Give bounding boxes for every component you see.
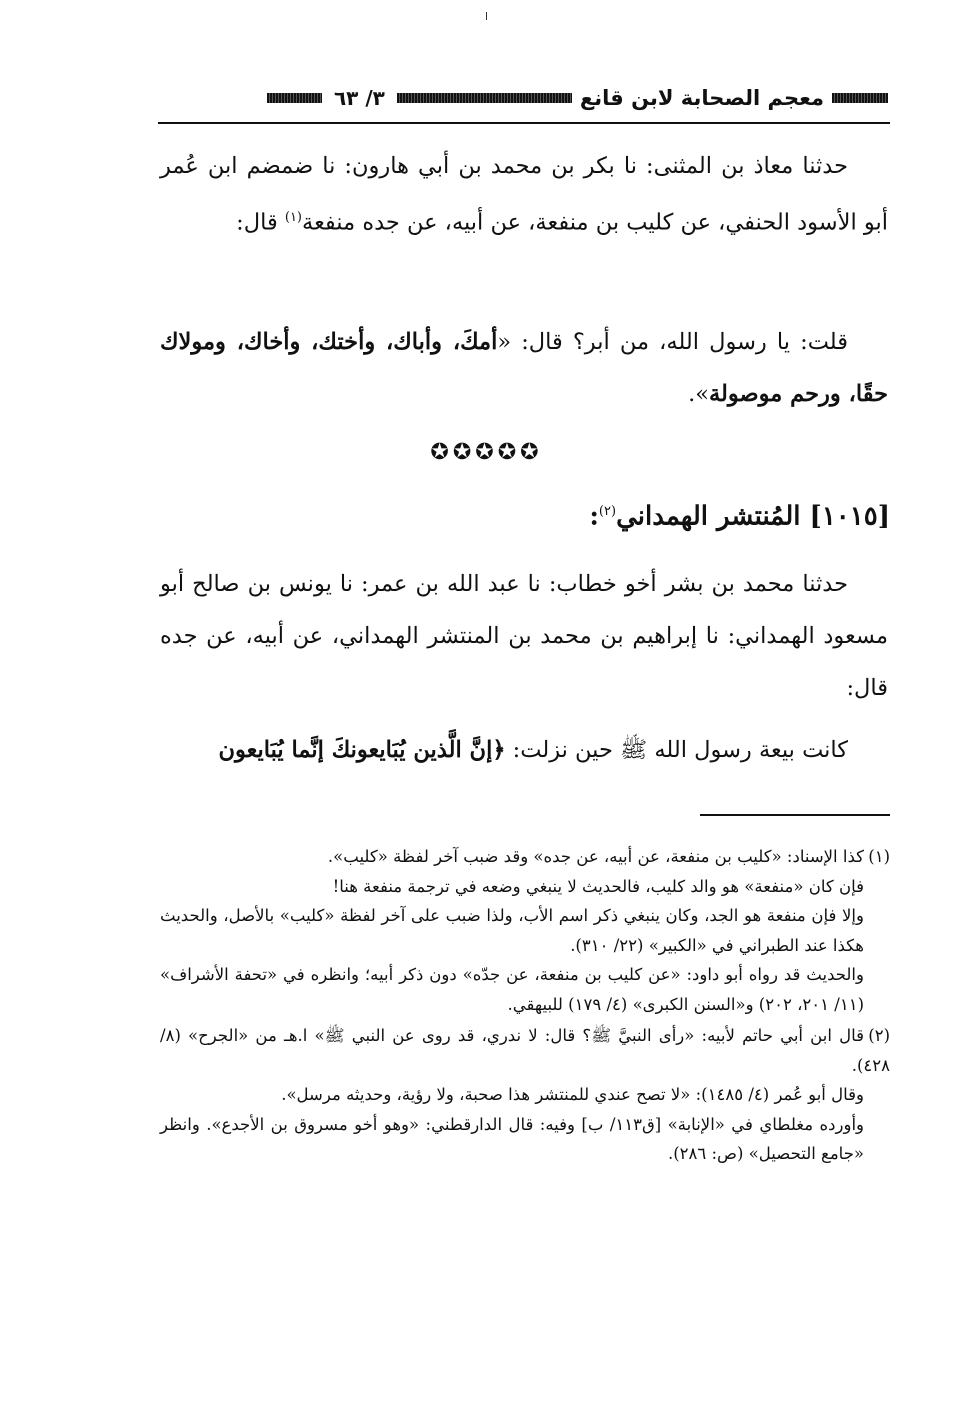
footnotes [160, 842, 890, 1171]
entry-colon: : [589, 501, 599, 532]
isnad-text: حدثنا محمد بن بشر أخو خطاب: نا عبد الله بن عمر: نا يونس بن صالح أبو مسعود الهمداني: نا إبراهيم بن محمد بن المنتشر الهمداني، عن أبيه، عن جده قال: [160, 571, 888, 701]
paragraph-hadith-1 [160, 316, 888, 420]
quran-quote: ﴿إنَّ الَّذين يُبَايعونكَ إنَّما يُبَايعون [218, 737, 506, 763]
footnote-line: قال ابن أبي حاتم لأبيه: «رأى النبيَّ ﷺ؟ قال: لا ندري، قد روى عن النبي ﷺ» ا.هـ من «الجرح» (٨/ ٤٢٨). [160, 1026, 890, 1075]
header-book-title: معجم الصحابة لابن قانع [579, 86, 824, 110]
footnote-rule [700, 814, 890, 816]
text-line: منفعة [302, 209, 356, 236]
text-line: ابن عُمر أبو الأسود الحنفي، عن كليب بن منفعة، عن أبيه، عن جده [160, 153, 888, 236]
hadith-intro: كانت بيعة رسول الله ﷺ حين نزلت: [505, 737, 848, 763]
crop-mark [486, 12, 487, 20]
text-line: قال: [236, 209, 285, 236]
text-line: حدثنا معاذ بن المثنى: نا بكر بن محمد بن أبي هارون: نا ضمضم [246, 153, 848, 179]
hadith-text: أمكَ، وأباك، وأختك، وأخاك، ومولاك حقًا، ورحم موصولة [160, 329, 888, 407]
header-ornament-bar [267, 93, 322, 103]
header-ornament-bar [397, 93, 572, 103]
footnote-line: وإلا فإن منفعة هو الجد، وكان ينبغي ذكر اسم الأب، ولذا ضبب على آخر لفظة «كليب» بالأصل، والحديث هكذا عند الطبراني في «الكبير» (٢٢/ ٣١٠). [160, 906, 864, 955]
header-page-number: ٣/ ٦٣ [333, 86, 385, 110]
footnote-line: وقال أبو عُمر (٤/ ١٤٨٥): «لا تصح عندي للمنتشر هذا صحبة، ولا رؤية، وحديثه مرسل». [281, 1085, 864, 1104]
header-ornament-bar [832, 93, 888, 103]
footnote-number: (١) [868, 847, 890, 866]
footnote-number: (٢) [868, 1026, 890, 1045]
entry-heading [160, 490, 890, 539]
header-rule [158, 122, 890, 124]
hadith-close: ». [688, 381, 709, 407]
footnote-2 [160, 1021, 890, 1169]
paragraph-isnad-2 [160, 558, 888, 714]
footnote-1 [160, 842, 890, 1019]
entry-title: [١٠١٥] المُنتشر الهمداني [616, 501, 890, 532]
paragraph-isnad-1 [160, 140, 888, 249]
footnote-ref: (١) [284, 210, 302, 225]
running-header [158, 80, 888, 116]
footnote-ref: (٢) [598, 504, 617, 519]
hadith-intro: قلت: يا رسول الله، من أبر؟ قال: « [497, 329, 848, 355]
footnote-line: والحديث قد رواه أبو داود: «عن كليب بن منفعة، عن جدّه» دون ذكر أبيه؛ وانظره في «تحفة الأشراف» (١١/ ٢٠١، ٢٠٢) و«السنن الكبرى» (٤/ ١٧٩) للبيهقي. [160, 965, 864, 1014]
paragraph-hadith-2 [160, 724, 888, 776]
section-separator: ✪✪✪✪✪ [430, 440, 543, 465]
footnote-line: كذا الإسناد: «كليب بن منفعة، عن أبيه، عن جده» وقد ضبب آخر لفظة «كليب». [327, 847, 864, 866]
footnote-line: فإن كان «منفعة» هو والد كليب، فالحديث لا ينبغي وضعه في ترجمة منفعة هنا! [332, 876, 864, 896]
footnote-line: وأورده مغلطاي في «الإنابة» [ق١١٣/ ب] وفيه: قال الدارقطني: «وهو أخو مسروق بن الأجدع». وانظر «جامع التحصيل» (ص: ٢٨٦). [160, 1114, 864, 1163]
